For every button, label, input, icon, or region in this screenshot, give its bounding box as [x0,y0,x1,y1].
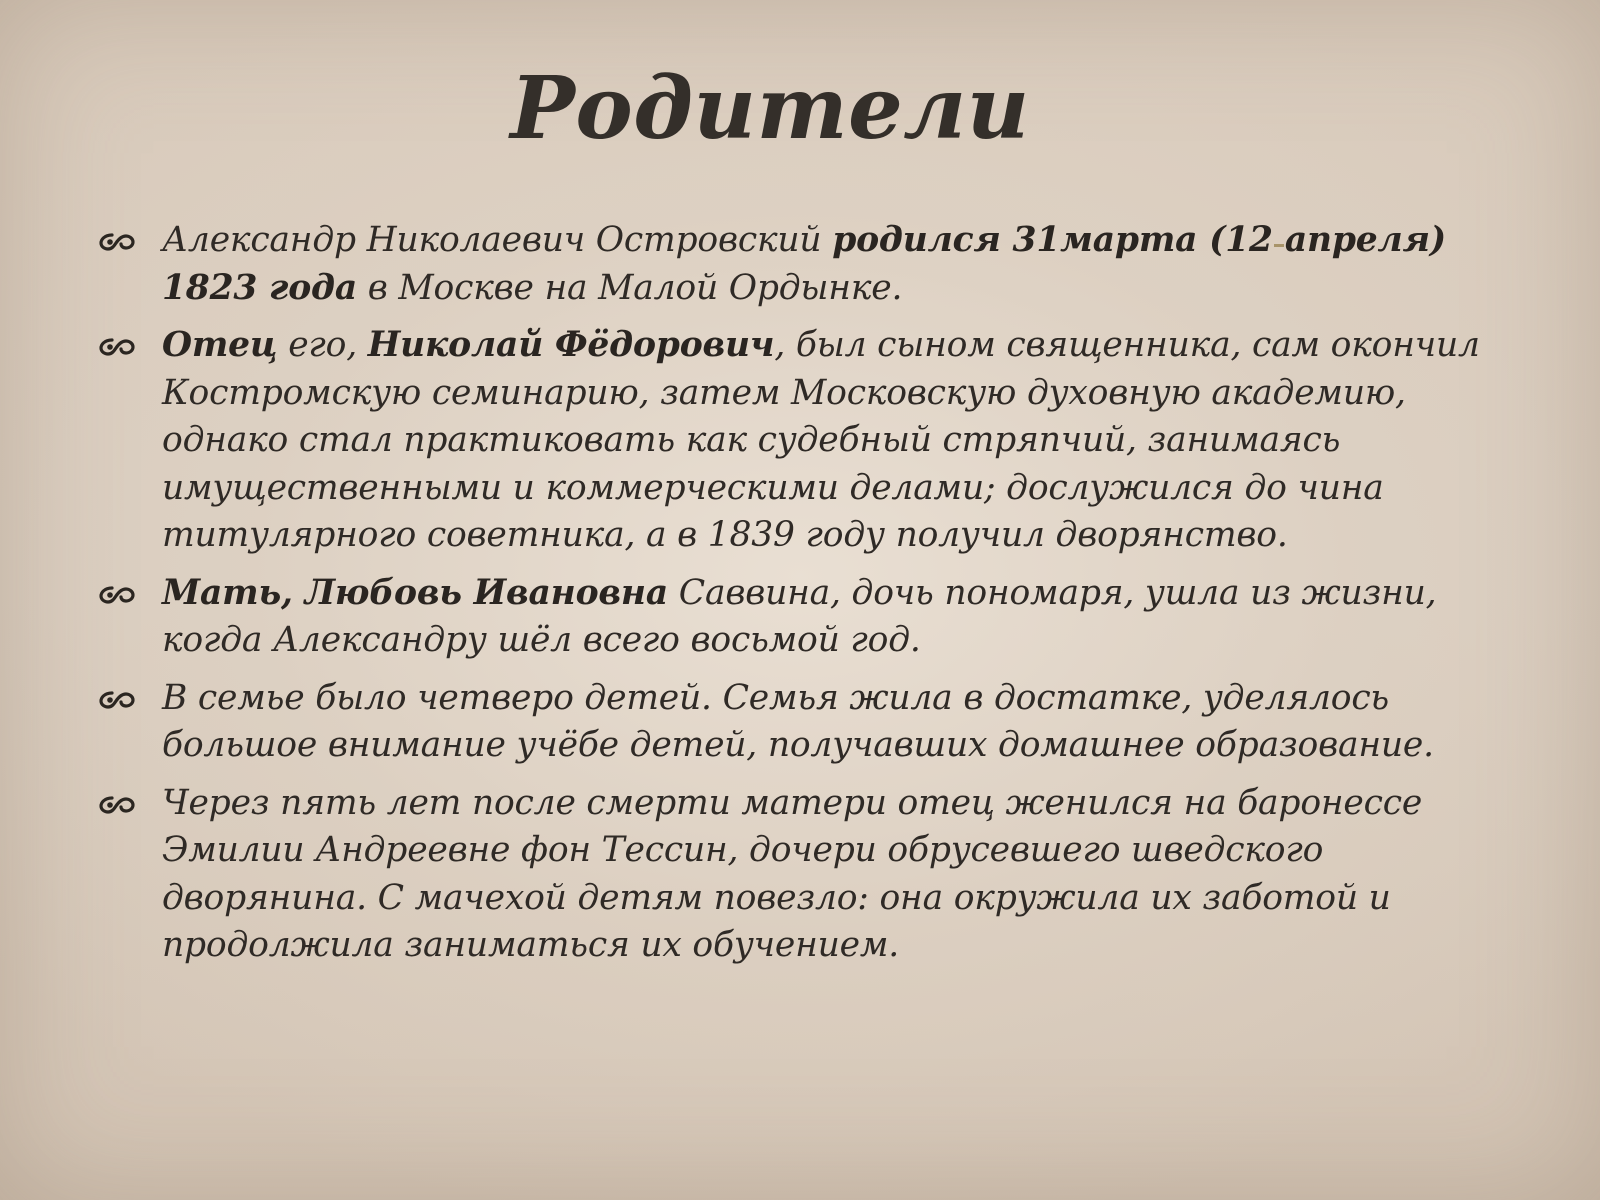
item-text-bold: Николай Фёдорович [367,325,775,365]
item-text: в Москве на Малой Ордынке. [357,267,903,308]
ornamental-bullet-icon [98,675,138,723]
ornamental-bullet-icon [98,322,138,370]
list-item [96,217,1516,312]
ornamental-bullet-icon [98,570,138,618]
slide-title: Родители [510,58,1030,159]
item-text: В семье было четверо детей. Семья жила в достатке, уделялось большое внимание учёбе детей, получавших домашнее образование. [162,677,1434,765]
spellcheck-mark [1274,244,1284,247]
ornamental-bullet-icon [98,217,138,265]
item-text: Через пять лет после смерти матери отец женился на баронессе Эмилии Андреевне фон Тессин, дочери обрусевшего шведского дворянина. С мачехой детям повезло: она окружила их заботой и продолжила заниматься их обучением. [162,782,1423,965]
item-text: Александр Николаевич Островский [162,220,833,260]
item-text-bold: родился 31марта (12 [832,220,1273,260]
list-item [96,322,1516,560]
item-text: , был сыном священника, сам окончил Костромскую семинарию, затем Московскую духовную академию, однако стал практиковать как судебный стряпчий, занимаясь имущественными и коммерческими делами; дослужился до чина титулярного советника, а в 1839 году получил дворянство. [162,325,1480,555]
list-item [96,780,1516,970]
list-item [96,570,1516,665]
item-text-bold: апреля) 1823 года [162,220,1446,308]
item-text-bold: Мать, Любовь Ивановна [162,572,668,613]
item-text: его, [277,325,368,365]
ornamental-bullet-icon [98,780,138,828]
item-text-bold: Отец [162,325,278,365]
item-text: Саввина, дочь пономаря, ушла из жизни, когда Александру шёл всего восьмой год. [162,572,1437,660]
list-item [96,675,1516,770]
bullet-list [96,217,1516,980]
